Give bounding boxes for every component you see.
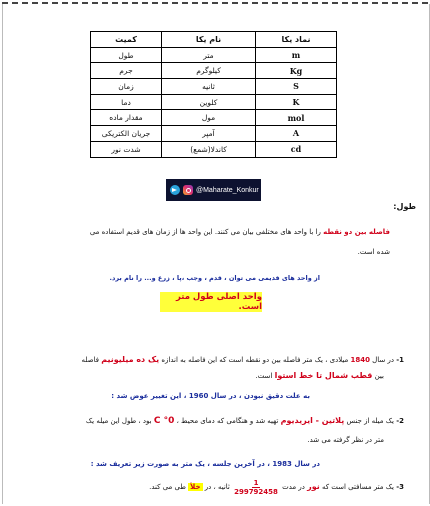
main-unit-box: واحد اصلی طول متر است. — [160, 292, 262, 312]
social-banner[interactable] — [166, 179, 261, 201]
intro-text-1: را با واحد های مختلفی بیان می کنند. این واحد ها از زمان های قدیم استفاده می — [89, 228, 324, 236]
item-2-number: 2- — [396, 417, 404, 425]
unit-symbol: K — [256, 94, 337, 110]
telegram-icon — [170, 185, 180, 195]
si-units-table — [90, 31, 337, 158]
fraction-denominator: 299792458 — [234, 487, 278, 496]
pole-to-equator-highlight: قطب شمال تا خط استوا — [274, 371, 373, 380]
quantity-name: شدت نور — [91, 141, 162, 157]
item-3-text-d: طی می کند. — [149, 483, 189, 491]
item-2-text-b: تهیه شد و هنگامی که دمای محیط ، — [174, 417, 281, 425]
item-1-text-a: در سال — [369, 356, 397, 364]
unit-name: کیلوگرم — [162, 63, 256, 79]
header-symbol: نماد یکا — [256, 32, 337, 48]
item-3-text-c: ثانیه ، در — [202, 483, 233, 491]
quantity-name: دما — [91, 94, 162, 110]
item-2-text-a: یک میله از جنس — [344, 417, 397, 425]
item-1-text-d: بین — [372, 372, 384, 380]
unit-name: ثانیه — [162, 79, 256, 95]
meeting-year: 1983 — [272, 460, 292, 468]
unit-name: مول — [162, 110, 256, 126]
unit-symbol: S — [256, 79, 337, 95]
reason-text-a: به علت دقیق نبودن ، در سال — [208, 392, 310, 400]
item-2-text-c: بود ، طول این میله یک — [85, 417, 154, 425]
unit-symbol: cd — [256, 141, 337, 157]
item-3-number: 3- — [396, 483, 404, 491]
quantity-name: جریان الکتریکی — [91, 126, 162, 142]
quantity-name: طول — [91, 47, 162, 63]
reason-year: 1960 — [188, 392, 209, 400]
vacuum-highlight: خلأ — [190, 483, 201, 491]
item-2-line-1 — [86, 413, 404, 429]
item-1-year: 1840 — [350, 356, 370, 364]
meeting-text-b: ، در آخرین جلسه ، یک متر به صورت زیر تعریف شد : — [90, 460, 273, 468]
item-1-number: 1- — [396, 356, 404, 364]
meeting-text-a: در سال — [291, 460, 320, 468]
instagram-icon — [183, 185, 193, 195]
table-row — [91, 110, 337, 126]
channel-handle: @Maharate_Konkur — [196, 186, 259, 194]
old-units-text: از واحد های قدیمی می توان ، قدم ، وجب ،پا ، زرع و... را نام برد. — [109, 274, 320, 282]
item-3-text-b: در مدت — [279, 483, 308, 491]
quantity-name: جرم — [91, 63, 162, 79]
table-header-row — [91, 32, 337, 48]
reason-text-b: ، این تغییر عوض شد : — [111, 392, 189, 400]
fraction-numerator: 1 — [253, 478, 259, 487]
intro-line-2: شده است. — [357, 248, 390, 256]
item-1-text-b: میلادی ، یک متر فاصله بین دو نقطه است که این فاصله به اندازه — [159, 356, 351, 364]
table-row — [91, 79, 337, 95]
unit-name: کلوین — [162, 94, 256, 110]
table-row — [91, 94, 337, 110]
final-meeting-line — [91, 457, 320, 472]
header-quantity: کمیت — [91, 32, 162, 48]
intro-line-1 — [90, 225, 390, 240]
item-3-text-a: یک متر مسافتی است که — [319, 483, 397, 491]
item-1-text-e: است. — [255, 372, 275, 380]
unit-name: کاندلا(شمع) — [162, 141, 256, 157]
intro-highlight: فاصله بین دو نقطه — [323, 228, 390, 236]
table-row — [91, 63, 337, 79]
unit-symbol: mol — [256, 110, 337, 126]
ten-millionth-highlight: یک ده میلیونیم — [101, 355, 160, 364]
table-row — [91, 126, 337, 142]
item-1-text-c: فاصله — [81, 356, 102, 364]
alloy-highlight: پلاتین - ایریدیوم — [280, 416, 345, 425]
item-2-line-2: متر در نظر گرفته می شد. — [307, 436, 384, 444]
item-1-line-2 — [255, 368, 384, 384]
quantity-name: مقدار ماده — [91, 110, 162, 126]
header-unit: نام یکا — [162, 32, 256, 48]
unit-name: آمپر — [162, 126, 256, 142]
unit-symbol: m — [256, 47, 337, 63]
item-1-line-1 — [82, 352, 404, 368]
unit-symbol: A — [256, 126, 337, 142]
item-3-line — [149, 478, 404, 496]
light-highlight: نور — [307, 482, 320, 491]
time-fraction — [234, 479, 278, 496]
unit-name: متر — [162, 47, 256, 63]
table-row — [91, 47, 337, 63]
temperature-value: 0° C — [153, 416, 175, 426]
unit-symbol: Kg — [256, 63, 337, 79]
table-row — [91, 141, 337, 157]
reason-line — [111, 389, 310, 404]
section-title: طول: — [393, 202, 416, 211]
quantity-name: زمان — [91, 79, 162, 95]
